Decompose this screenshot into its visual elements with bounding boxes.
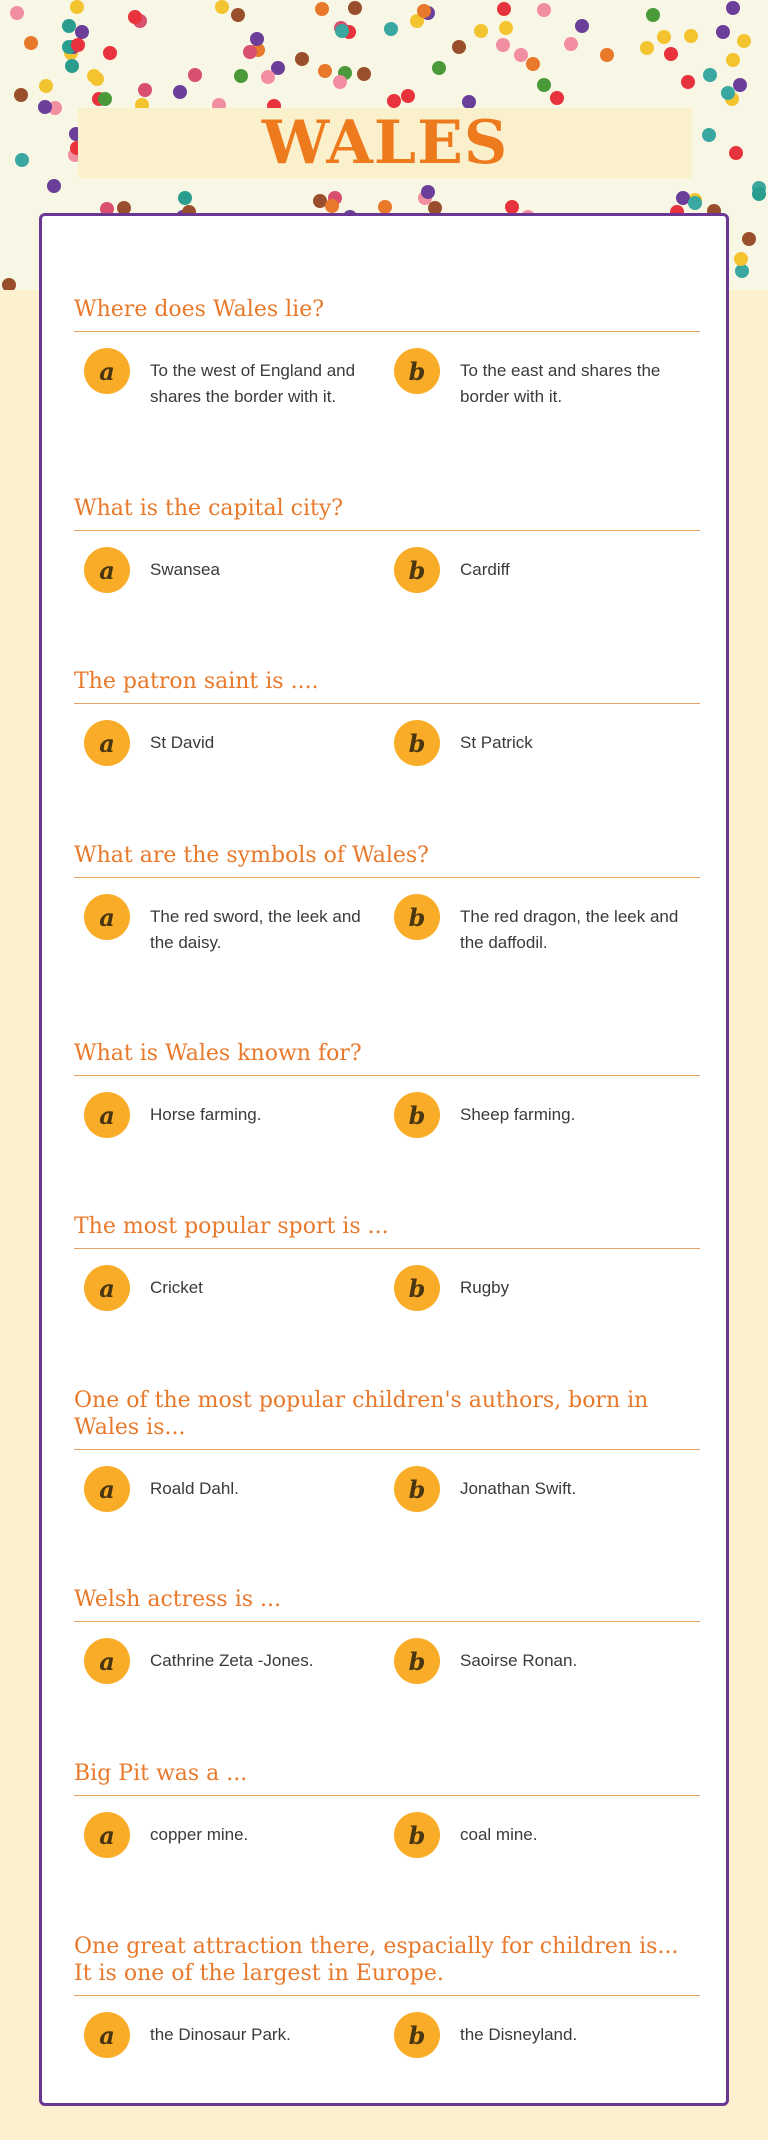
confetti-dot: [24, 36, 38, 50]
question-text: Big Pit was a ...: [74, 1760, 700, 1796]
confetti-dot: [357, 67, 371, 81]
confetti-dot: [657, 30, 671, 44]
option-a-badge: a: [84, 1265, 130, 1311]
option-a-badge: a: [84, 2012, 130, 2058]
option-b-badge: b: [394, 2012, 440, 2058]
option-a-badge: a: [84, 1092, 130, 1138]
option-b-badge: b: [394, 547, 440, 593]
answer-option-a[interactable]: [74, 1466, 384, 1512]
question-text: The most popular sport is ...: [74, 1213, 700, 1249]
confetti-dot: [215, 0, 229, 14]
answer-option-b[interactable]: [384, 894, 694, 956]
confetti-dot: [681, 75, 695, 89]
question-text: Where does Wales lie?: [74, 296, 700, 332]
answer-text: The red dragon, the leek and the daffodil.: [460, 907, 679, 952]
confetti-dot: [526, 57, 540, 71]
question-4: [74, 842, 700, 956]
question-8: [74, 1586, 700, 1684]
confetti-dot: [315, 2, 329, 16]
page-title: WALES: [261, 108, 509, 178]
confetti-dot: [98, 92, 112, 106]
confetti-dot: [250, 32, 264, 46]
option-b-badge: b: [394, 1092, 440, 1138]
answer-text: Swansea: [150, 560, 220, 579]
answer-option-a[interactable]: [74, 547, 384, 593]
answer-option-a[interactable]: [74, 1812, 384, 1858]
question-9: [74, 1760, 700, 1858]
confetti-dot: [333, 75, 347, 89]
question-text: What are the symbols of Wales?: [74, 842, 700, 878]
confetti-dot: [71, 38, 85, 52]
option-b-badge: b: [394, 348, 440, 394]
confetti-dot: [138, 83, 152, 97]
confetti-dot: [537, 3, 551, 17]
confetti-dot: [702, 128, 716, 142]
answer-text: St Patrick: [460, 733, 533, 752]
answer-option-a[interactable]: [74, 348, 384, 410]
confetti-dot: [688, 196, 702, 210]
confetti-dot: [335, 24, 349, 38]
option-a-badge: a: [84, 348, 130, 394]
confetti-dot: [600, 48, 614, 62]
confetti-dot: [401, 89, 415, 103]
confetti-dot: [742, 232, 756, 246]
answer-option-a[interactable]: [74, 720, 384, 766]
confetti-dot: [550, 91, 564, 105]
confetti-dot: [733, 78, 747, 92]
answer-text: Rugby: [460, 1278, 510, 1297]
option-b-badge: b: [394, 1265, 440, 1311]
confetti-dot: [452, 40, 466, 54]
confetti-dot: [735, 264, 749, 278]
question-1: [74, 296, 700, 410]
question-6: [74, 1213, 700, 1311]
confetti-dot: [734, 252, 748, 266]
question-3: [74, 668, 700, 766]
answer-option-b[interactable]: [384, 348, 694, 410]
question-text: One great attraction there, espacially for children is... It is one of the largest in Europe.: [74, 1933, 700, 1996]
confetti-dot: [188, 68, 202, 82]
answer-text: Jonathan Swift.: [460, 1479, 577, 1498]
answer-text: Cardiff: [460, 560, 510, 579]
confetti-dot: [15, 153, 29, 167]
answer-text: Roald Dahl.: [150, 1479, 239, 1498]
confetti-dot: [2, 278, 16, 290]
confetti-dot: [505, 200, 519, 214]
confetti-dot: [38, 100, 52, 114]
answer-option-b[interactable]: [384, 2012, 694, 2058]
confetti-dot: [737, 34, 751, 48]
answer-text: To the east and shares the border with it.: [460, 361, 661, 406]
confetti-dot: [496, 38, 510, 52]
option-b-badge: b: [394, 1812, 440, 1858]
confetti-dot: [47, 179, 61, 193]
answer-option-b[interactable]: [384, 1265, 694, 1311]
answer-text: Sheep farming.: [460, 1105, 576, 1124]
answer-option-b[interactable]: [384, 1092, 694, 1138]
confetti-dot: [684, 29, 698, 43]
confetti-dot: [497, 2, 511, 16]
confetti-dot: [646, 8, 660, 22]
confetti-dot: [10, 6, 24, 20]
confetti-dot: [318, 64, 332, 78]
confetti-dot: [384, 22, 398, 36]
option-b-badge: b: [394, 720, 440, 766]
answer-option-a[interactable]: [74, 1265, 384, 1311]
confetti-dot: [432, 61, 446, 75]
option-a-badge: a: [84, 1812, 130, 1858]
confetti-dot: [387, 94, 401, 108]
question-text: One of the most popular children's authors, born in Wales is...: [74, 1387, 700, 1450]
option-a-badge: a: [84, 547, 130, 593]
confetti-dot: [75, 25, 89, 39]
answer-option-b[interactable]: [384, 1812, 694, 1858]
confetti-dot: [716, 25, 730, 39]
answer-option-b[interactable]: [384, 720, 694, 766]
question-text: What is Wales known for?: [74, 1040, 700, 1076]
question-2: [74, 495, 700, 593]
confetti-dot: [664, 47, 678, 61]
question-7: [74, 1387, 700, 1512]
option-a-badge: a: [84, 894, 130, 940]
confetti-dot: [474, 24, 488, 38]
option-a-badge: a: [84, 720, 130, 766]
answer-text: coal mine.: [460, 1825, 538, 1844]
confetti-dot: [14, 88, 28, 102]
confetti-dot: [65, 59, 79, 73]
confetti-dot: [537, 78, 551, 92]
confetti-dot: [721, 86, 735, 100]
question-text: Welsh actress is ...: [74, 1586, 700, 1622]
answer-text: Cricket: [150, 1278, 203, 1297]
option-b-badge: b: [394, 1638, 440, 1684]
confetti-dot: [417, 4, 431, 18]
answer-option-a[interactable]: [74, 2012, 384, 2058]
question-10: [74, 1933, 714, 2058]
confetti-dot: [462, 95, 476, 109]
confetti-dot: [231, 8, 245, 22]
quiz-card: [39, 213, 729, 2106]
confetti-dot: [703, 68, 717, 82]
confetti-dot: [378, 200, 392, 214]
confetti-dot: [39, 79, 53, 93]
confetti-dot: [729, 146, 743, 160]
answer-option-a[interactable]: [74, 1638, 384, 1684]
confetti-dot: [325, 199, 339, 213]
confetti-dot: [564, 37, 578, 51]
confetti-dot: [499, 21, 513, 35]
answer-text: Saoirse Ronan.: [460, 1651, 578, 1670]
question-text: The patron saint is ....: [74, 668, 700, 704]
answer-text: Horse farming.: [150, 1105, 262, 1124]
confetti-dot: [575, 19, 589, 33]
answer-text: copper mine.: [150, 1825, 249, 1844]
confetti-dot: [103, 46, 117, 60]
answer-text: the Disneyland.: [460, 2025, 578, 2044]
answer-option-a[interactable]: [74, 894, 384, 956]
confetti-dot: [752, 187, 766, 201]
answer-option-b[interactable]: [384, 1638, 694, 1684]
question-text: What is the capital city?: [74, 495, 700, 531]
confetti-dot: [243, 45, 257, 59]
confetti-dot: [261, 70, 275, 84]
answer-text: the Dinosaur Park.: [150, 2025, 291, 2044]
confetti-dot: [90, 72, 104, 86]
confetti-dot: [178, 191, 192, 205]
option-a-badge: a: [84, 1466, 130, 1512]
question-5: [74, 1040, 700, 1138]
option-b-badge: b: [394, 1466, 440, 1512]
confetti-dot: [421, 185, 435, 199]
confetti-dot: [640, 41, 654, 55]
confetti-dot: [726, 1, 740, 15]
title-band: [78, 108, 692, 178]
answer-text: To the west of England and shares the border with it.: [150, 361, 356, 406]
confetti-dot: [173, 85, 187, 99]
confetti-dot: [62, 19, 76, 33]
confetti-dot: [726, 53, 740, 67]
confetti-dot: [348, 1, 362, 15]
option-b-badge: b: [394, 894, 440, 940]
answer-option-a[interactable]: [74, 1092, 384, 1138]
answer-text: The red sword, the leek and the daisy.: [150, 907, 361, 952]
answer-option-b[interactable]: [384, 1466, 694, 1512]
answer-text: St David: [150, 733, 215, 752]
answer-option-b[interactable]: [384, 547, 694, 593]
confetti-dot: [70, 0, 84, 14]
confetti-dot: [295, 52, 309, 66]
confetti-dot: [128, 10, 142, 24]
confetti-dot: [234, 69, 248, 83]
option-a-badge: a: [84, 1638, 130, 1684]
answer-text: Cathrine Zeta -Jones.: [150, 1651, 314, 1670]
